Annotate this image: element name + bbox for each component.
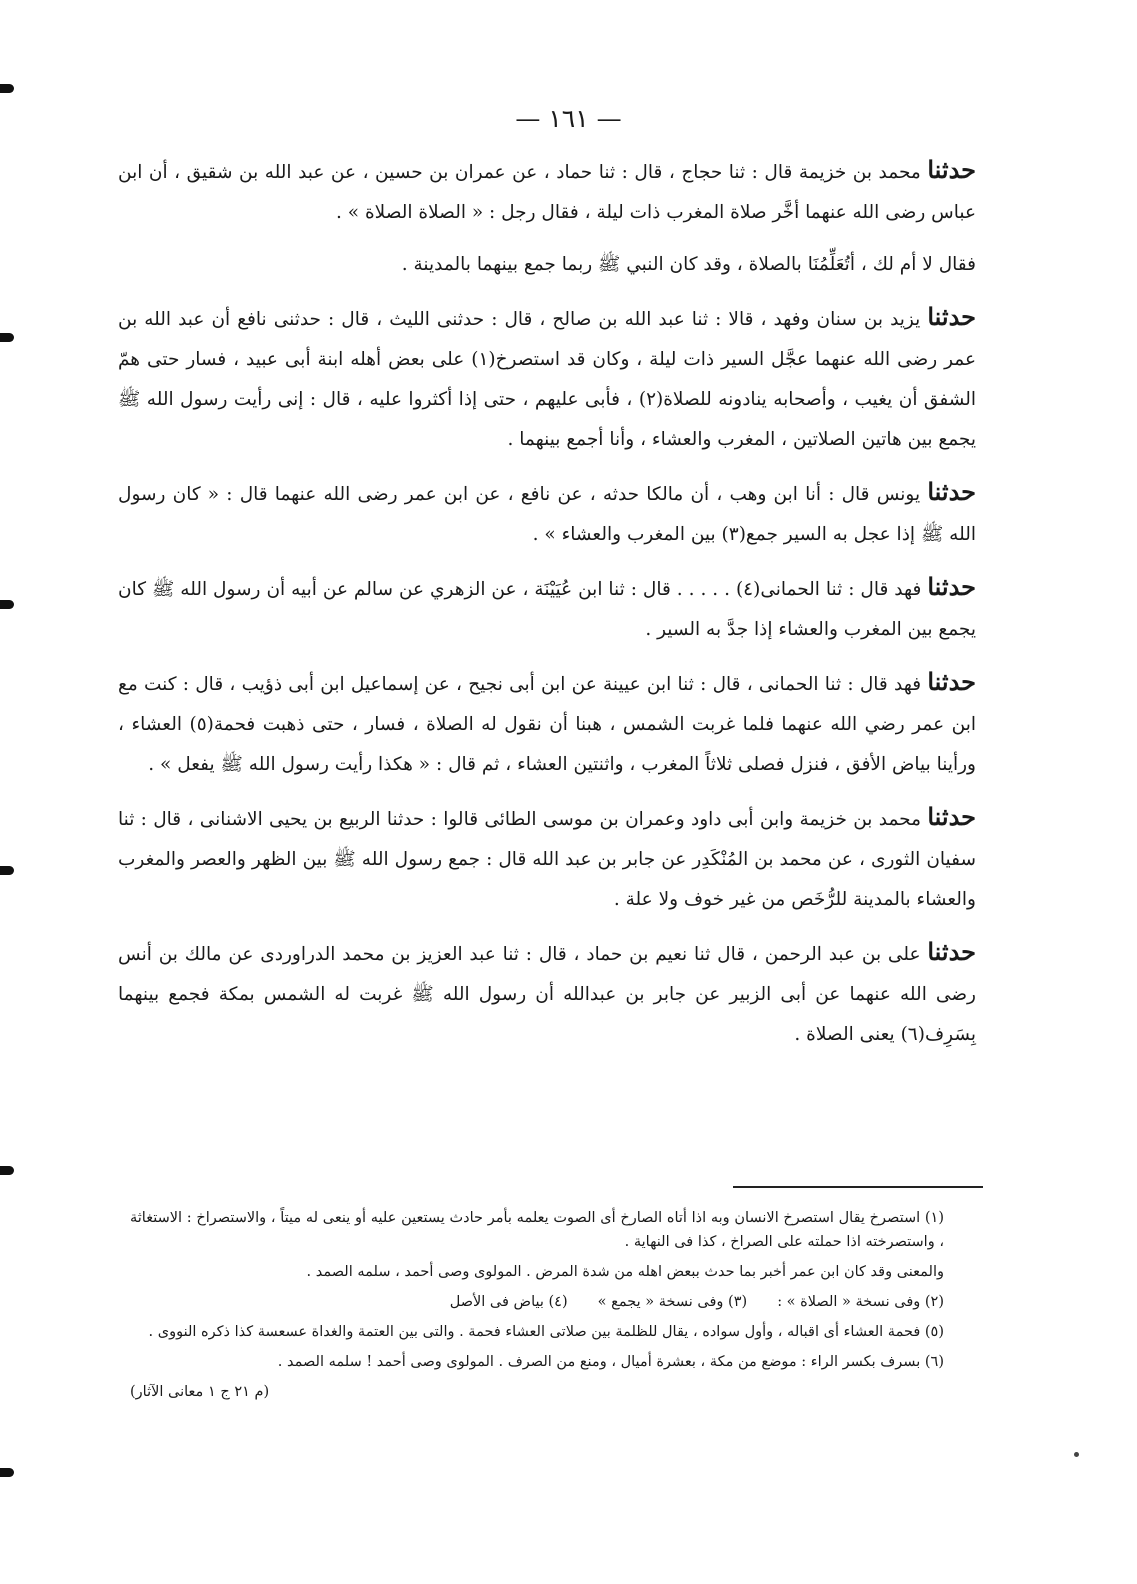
paragraph-text: يونس قال : أنا ابن وهب ، أن مالكا حدثه ، عن نافع ، عن ابن عمر رضى الله عنهما قال : « كان رسول الله ﷺ إذا عجل به السير جمع(٣) بين المغرب والعشاء » . — [118, 484, 976, 545]
paragraph-text: فهد قال : ثنا الحمانى ، قال : ثنا ابن عيينة عن ابن أبى نجيح ، عن إسماعيل ابن أبى ذؤيب ، قال : كنت مع ابن عمر رضي الله عنهما فلما غربت الشمس ، هبنا أن نقول له الصلاة ، فسار ، حتى ذهبت فحمة(٥) العشاء ، ورأينا بياض الأفق ، فنزل فصلى ثلاثاً المغرب ، واثنتين العشاء ، ثم قال : « هكذا رأيت رسول الله ﷺ يفعل » . — [118, 674, 976, 775]
narration-word: حدثنا — [927, 477, 976, 506]
narration-word: حدثنا — [927, 302, 976, 331]
hadith-paragraph — [118, 932, 976, 1055]
hadith-paragraph — [118, 297, 976, 460]
hadith-paragraph — [118, 245, 976, 285]
narration-word: حدثنا — [927, 572, 976, 601]
footnote-1: (١) استصرخ يقال استصرخ الانسان وبه اذا أتاه الصارخ أى الصوت يعلمه بأمر حادث يستعين عليه أو ينعى له ميتاً ، والاستصراخ : الاستغاثة ، واستصرخته اذا حملته على الصراخ ، كذا فى النهاية . — [130, 1210, 944, 1250]
footnotes — [130, 1206, 944, 1404]
hadith-paragraph — [118, 662, 976, 785]
scan-edge-mark — [0, 600, 14, 609]
scan-edge-mark — [0, 866, 14, 875]
scan-edge-mark — [0, 1468, 14, 1477]
narration-word: حدثنا — [927, 802, 976, 831]
footnote-row — [130, 1290, 944, 1314]
footnote-separator — [733, 1186, 983, 1188]
paragraph-text: على بن عبد الرحمن ، قال ثنا نعيم بن حماد ، قال : ثنا عبد العزيز بن محمد الدراوردى عن مالك بن أنس رضى الله عنهما عن أبى الزبير عن جابر بن عبدالله أن رسول الله ﷺ غربت له الشمس بمكة فجمع بينهما بِسَرِف(٦) يعنى الصلاة . — [118, 944, 976, 1045]
narration-word: حدثنا — [927, 667, 976, 696]
paragraph-text: فهد قال : ثنا الحمانى(٤) . . . . . قال : ثنا ابن عُيَيْنَة ، عن الزهري عن سالم عن أبيه أن رسول الله ﷺ كان يجمع بين المغرب والعشاء إذا جدَّ به السير . — [118, 579, 976, 640]
scan-speck — [1074, 1452, 1079, 1457]
footnote-3: (٣) وفى نسخة « يجمع » — [597, 1294, 748, 1310]
signature-line: (م ٢١ ج ١ معانى الآثار) — [130, 1384, 270, 1400]
narration-word: حدثنا — [927, 937, 976, 966]
paragraph-text: محمد بن خزيمة قال : ثنا حجاج ، قال : ثنا حماد ، عن عمران بن حسين ، عن عبد الله بن شقيق ، أن ابن عباس رضى الله عنهما أخَّر صلاة المغرب ذات ليلة ، فقال رجل : « الصلاة الصلاة » . — [118, 162, 976, 223]
hadith-paragraph — [118, 797, 976, 920]
page-number: — ١٦١ — — [515, 104, 622, 133]
footnote-6: (٦) بسرف بكسر الراء : موضع من مكة ، بعشرة أميال ، ومنع من الصرف . المولوى وصى أحمد ! سلمه الصمد . — [277, 1354, 944, 1370]
hadith-paragraph — [118, 567, 976, 650]
footnote-2: (٢) وفى نسخة « الصلاة » : — [777, 1294, 944, 1310]
footnote-1-continuation: والمعنى وقد كان ابن عمر أخبر بما حدث ببعض اهله من شدة المرض . المولوى وصى أحمد ، سلمه الصمد . — [306, 1264, 944, 1280]
paragraph-text: يزيد بن سنان وفهد ، قالا : ثنا عبد الله بن صالح ، قال : حدثنى الليث ، قال : حدثنى نافع أن عبد الله بن عمر رضى الله عنهما عجَّل السير ذات ليلة ، وكان قد استصرخ(١) على بعض أهله ابنة أبى عبيد ، فسار حتى همّ الشفق أن يغيب ، وأصحابه ينادونه للصلاة(٢) ، فأبى عليهم ، حتى إذا أكثروا عليه ، قال : إنى رأيت رسول الله ﷺ يجمع بين هاتين الصلاتين ، المغرب والعشاء ، وأنا أجمع بينهما . — [118, 309, 977, 450]
scan-edge-mark — [0, 84, 14, 93]
paragraph-text: محمد بن خزيمة وابن أبى داود وعمران بن موسى الطائى قالوا : حدثنا الربيع بن يحيى الاشنانى ، قال : ثنا سفيان الثورى ، عن محمد بن المُنْكَدِر عن جابر بن عبد الله قال : جمع رسول الله ﷺ بين الظهر والعصر والمغرب والعشاء بالمدينة للرُّخَص من غير خوف ولا علة . — [118, 809, 976, 910]
paragraph-text: فقال لا أم لك ، أتُعَلِّمُنَا بالصلاة ، وقد كان النبي ﷺ ربما جمع بينهما بالمدينة . — [401, 254, 976, 275]
main-text — [118, 150, 976, 1067]
scan-edge-mark — [0, 1166, 14, 1175]
hadith-paragraph — [118, 472, 976, 555]
hadith-paragraph — [118, 150, 976, 233]
scan-edge-mark — [0, 333, 14, 342]
narration-word: حدثنا — [927, 155, 976, 184]
footnote-4: (٤) بياض فى الأصل — [449, 1294, 568, 1310]
footnote-5: (٥) فحمة العشاء أى اقباله ، وأول سواده ، يقال للظلمة بين صلاتى العشاء فحمة . والتى بين العتمة والغداة عسعسة كذا ذكره النووى . — [148, 1324, 944, 1340]
